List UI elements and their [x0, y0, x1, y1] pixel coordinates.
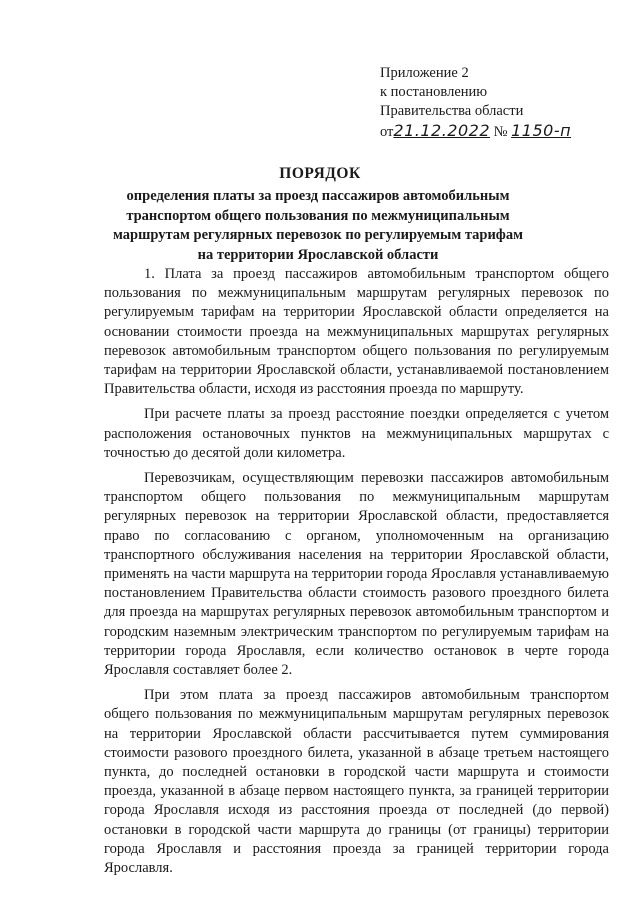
paragraph-2: При расчете платы за проезд расстояние поездки определяется с учетом расположения остановочных пунктов на межмуниципальных маршрутах с точностью до десятой доли километра. [104, 406, 609, 461]
paragraph-3: Перевозчикам, осуществляющим перевозки пассажиров автомобильным транспортом общего пользования по межмуниципальным маршрутам регулярных перевозок на территории Ярославской области, предоставляется право по согласованию с органом, уполномоченным на организацию транспортного обслуживания населения на территории Ярославской области, применять на части маршрута на территории города Ярославля устанавливаемую постановлением Правительства области стоимость разового проездного билета для проезда на маршрутах регулярных перевозок автомобильным транспортом и городским наземным электрическим транспортом по регулируемым тарифам на территории города Ярославля, если количество остановок в черте города Ярославля составляет более 2. [104, 470, 609, 679]
date-prefix: от [380, 124, 394, 140]
annex-line-3: Правительства области [380, 103, 524, 119]
annex-date-line [380, 121, 571, 142]
handwritten-number: 1150-п [511, 121, 572, 140]
number-prefix: № [493, 124, 508, 140]
annex-block [380, 64, 571, 142]
paragraph-4: При этом плата за проезд пассажиров автомобильным транспортом общего пользования по межмуниципальным маршрутам регулярных перевозок на территории Ярославской области рассчитывается путем суммирования стоимости разового проездного билета, указанной в абзаце третьем настоящего пункта, до последней остановки в городской части маршрута и стоимости проезда, указанной в абзаце первом настоящего пункта, за границей территории города Ярославля исходя из расстояния проезда от последней (до первой) остановки в городской части маршрута до границы (от границы) территории города Ярославля и расстояния проезда за границей территории города Ярославля. [104, 687, 609, 877]
document-subtitle: определения платы за проезд пассажиров автомобильным транспортом общего пользования по межмуниципальным маршрутам регулярных перевозок по регулируемым тарифам на территории Ярославской области [113, 188, 523, 263]
handwritten-date: 21.12.2022 [393, 121, 491, 140]
annex-line-1: Приложение 2 [380, 65, 469, 81]
document-body [104, 265, 609, 884]
paragraph-1: 1. Плата за проезд пассажиров автомобильным транспортом общего пользования по межмуниципальным маршрутам регулярных перевозок по регулируемым тарифам на территории Ярославской области определяется на основании стоимости проезда на межмуниципальных маршрутах регулярных перевозок автомобильным транспортом общего пользования по регулируемым тарифам на территории Ярославской области, устанавливаемой постановлением Правительства области, исходя из расстояния проезда по маршруту. [104, 266, 609, 398]
annex-line-2: к постановлению [380, 84, 488, 100]
document-title: ПОРЯДОК [279, 165, 361, 182]
